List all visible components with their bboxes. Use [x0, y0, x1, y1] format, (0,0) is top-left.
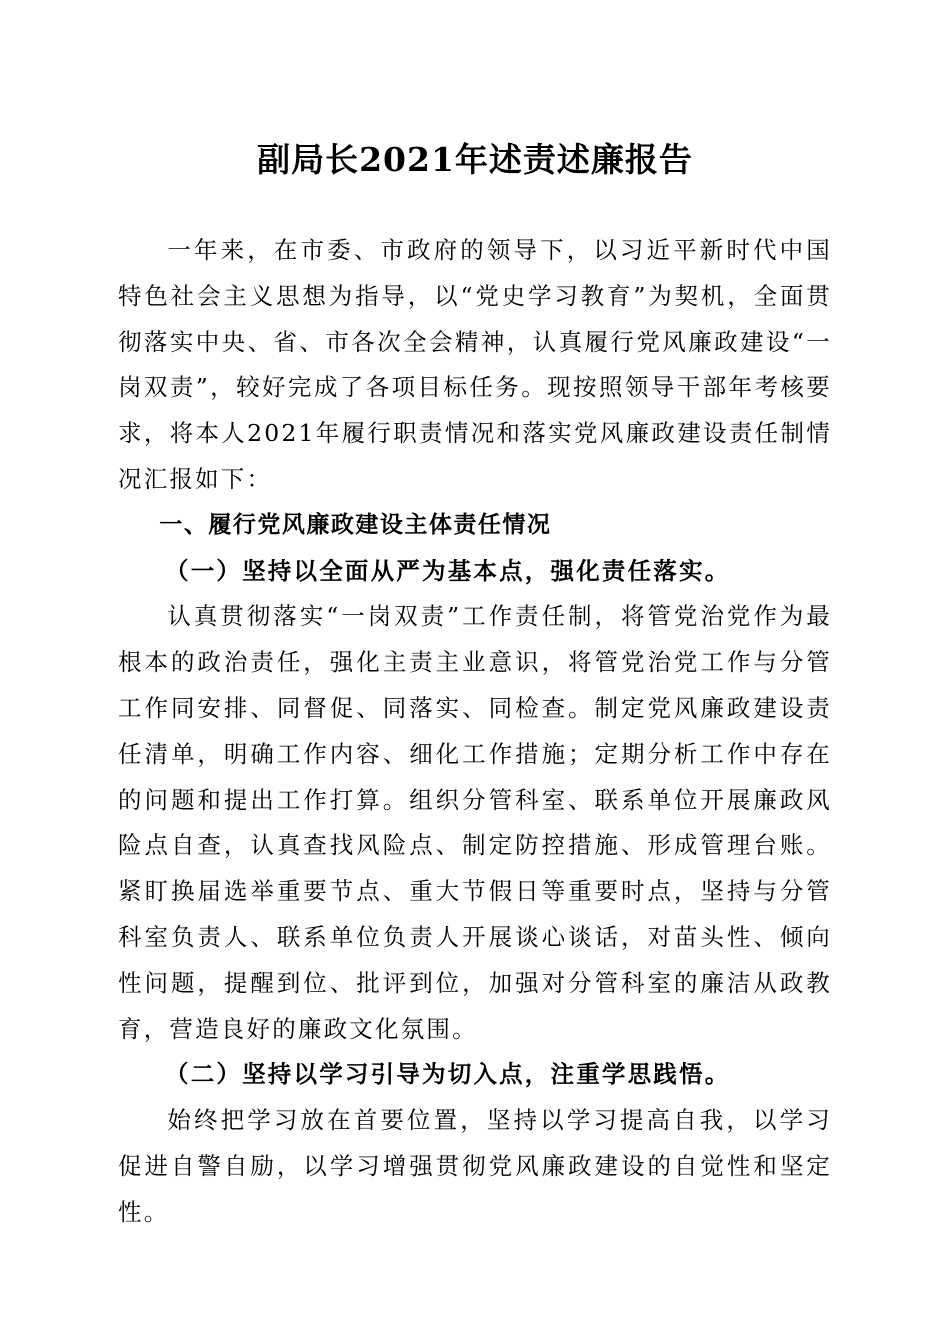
- document-body: [118, 228, 832, 1236]
- document-title: 副局长2021年述责述廉报告: [257, 140, 693, 179]
- section-heading-1: 一、履行党风廉政建设主体责任情况: [159, 511, 552, 538]
- subsection-1-paragraph: 认真贯彻落实“一岗双责”工作责任制，将管党治党作为最根本的政治责任，强化主责主业意识，将管党治党工作与分管工作同安排、同督促、同落实、同检查。制定党风廉政建设责任清单，明确工作内容、细化工作措施；定期分析工作中存在的问题和提出工作打算。组织分管科室、联系单位开展廉政风险点自查，认真查找风险点、制定防控措施、形成管理台账。紧盯换届选举重要节点、重大节假日等重要时点，坚持与分管科室负责人、联系单位负责人开展谈心谈话，对苗头性、倾向性问题，提醒到位、批评到位，加强对分管科室的廉洁从政教育，营造良好的廉政文化氛围。: [118, 602, 832, 1043]
- subsection-2-paragraph: 始终把学习放在首要位置，坚持以学习提高自我，以学习促进自警自励，以学习增强贯彻党风廉政建设的自觉性和坚定性。: [118, 1106, 832, 1226]
- subsection-heading-2: （二）坚持以学习引导为切入点，注重学思践悟。: [165, 1060, 731, 1089]
- intro-paragraph: 一年来，在市委、市政府的领导下，以习近平新时代中国特色社会主义思想为指导，以“党史学习教育”为契机，全面贯彻落实中央、省、市各次全会精神，认真履行党风廉政建设“一岗双责”，较好完成了各项目标任务。现按照领导干部年考核要求，将本人2021年履行职责情况和落实党风廉政建设责任制情况汇报如下：: [118, 236, 832, 493]
- subsection-heading-1: （一）坚持以全面从严为基本点，强化责任落实。: [165, 556, 731, 585]
